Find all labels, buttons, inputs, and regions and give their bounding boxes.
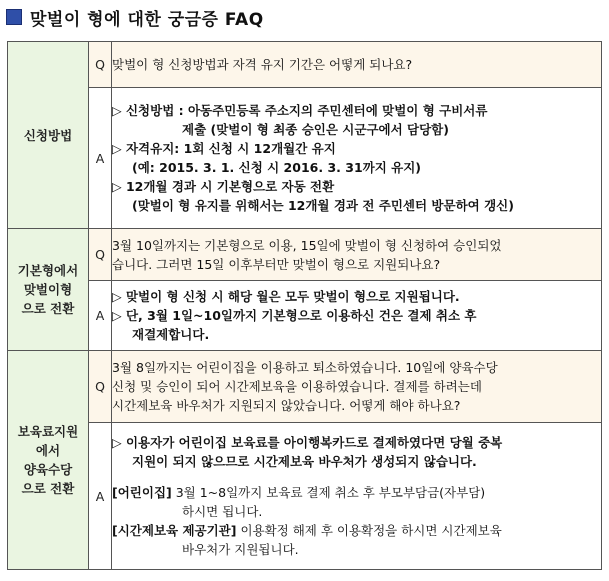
question-line: 신청 및 승인이 되어 시간제보육을 이용하였습니다. 결제를 하려는데 — [112, 379, 482, 394]
answer-line: (맞벌이 형 유지를 위해서는 12개월 경과 전 주민센터 방문하여 갱신) — [132, 198, 514, 213]
category-cell-1 — [8, 42, 89, 229]
answer-line: ▷ 맞벌이 형 신청 시 해당 월은 모두 맞벌이 형으로 지원됩니다. — [112, 289, 460, 304]
title-row — [6, 6, 264, 28]
a-label: A — [89, 423, 112, 570]
question-line: 습니다. 그러면 15일 이후부터만 맞벌이 형으로 지원되나요? — [112, 256, 441, 272]
answer-item-text: 3월 1~8일까지 보육료 결제 취소 후 부모부담금(자부담) — [175, 485, 486, 500]
question-cell-2 — [112, 229, 602, 281]
a-label: A — [89, 88, 112, 229]
faq-row-a1 — [8, 88, 602, 229]
question-line: 시간제보육 바우처가 지원되지 않았습니다. 어떻게 해야 하나요? — [112, 398, 461, 413]
q-label: Q — [89, 351, 112, 423]
answer-item-label: [어린이집] — [112, 485, 172, 500]
category-line: 에서 — [35, 443, 61, 458]
category-line: 맞벌이형 — [23, 282, 73, 297]
answer-item — [112, 483, 601, 502]
faq-row-a3 — [8, 423, 602, 570]
answer-line: (예: 2015. 3. 1. 신청 시 2016. 3. 31까지 유지) — [132, 160, 422, 175]
answer-line: ▷ 단, 3월 1일~10일까지 기본형으로 이용하신 건은 결제 취소 후 — [112, 308, 477, 323]
category-line: 기본형에서 — [17, 263, 79, 278]
faq-row-a2 — [8, 281, 602, 351]
category-line: 으로 전환 — [21, 481, 75, 496]
answer-line: ▷ 신청방법 : 아동주민등록 주소지의 주민센터에 맞벌이 형 구비서류 — [112, 103, 488, 118]
question-cell-3 — [112, 351, 602, 423]
question-line: 맞벌이 형 신청방법과 자격 유지 기간은 어떻게 되나요? — [112, 57, 413, 72]
faq-row-q2 — [8, 229, 602, 281]
question-line: 3월 8일까지는 어린이집을 이용하고 퇴소하였습니다. 10일에 양육수당 — [112, 360, 498, 375]
q-label: Q — [89, 229, 112, 281]
question-cell-1 — [112, 42, 602, 88]
category-cell-2 — [8, 229, 89, 351]
answer-line: 제출 (맞벌이 형 최종 승인은 시군구에서 담당함) — [182, 122, 449, 137]
faq-row-q1 — [8, 42, 602, 88]
a-label: A — [89, 281, 112, 351]
category-cell-3 — [8, 351, 89, 570]
faq-table — [7, 41, 602, 570]
answer-line: 지원이 되지 않으므로 시간제보육 바우처가 생성되지 않습니다. — [132, 454, 477, 469]
category-line: 보육료지원 — [17, 424, 79, 439]
answer-item-cont: 하시면 됩니다. — [182, 504, 263, 519]
question-line: 3월 10일까지는 기본형으로 이용, 15일에 맞벌이 형 신청하여 승인되었 — [112, 237, 502, 253]
answer-cell-2 — [112, 281, 602, 351]
title-bullet-icon — [6, 9, 22, 25]
answer-item-cont: 바우처가 지원됩니다. — [182, 542, 299, 557]
category-line: 양육수당 — [23, 462, 73, 477]
category-line: 으로 전환 — [21, 301, 75, 316]
answer-item-text: 이용확정 해제 후 이용확정을 하시면 시간제보육 — [240, 523, 502, 538]
answer-cell-3 — [112, 423, 602, 570]
page-title: 맞벌이 형에 대한 궁금증 FAQ — [30, 9, 264, 30]
answer-item — [112, 521, 601, 540]
answer-item-label: [시간제보육 제공기관] — [112, 523, 237, 538]
answer-line: 재결제합니다. — [132, 327, 210, 342]
answer-line: ▷ 12개월 경과 시 기본형으로 자동 전환 — [112, 179, 335, 194]
answer-cell-1 — [112, 88, 602, 229]
answer-line: ▷ 자격유지: 1회 신청 시 12개월간 유지 — [112, 141, 336, 156]
answer-line: ▷ 이용자가 어린이집 보육료를 아이행복카드로 결제하였다면 당월 중복 — [112, 435, 503, 450]
faq-row-q3 — [8, 351, 602, 423]
category-line: 신청방법 — [23, 127, 73, 143]
q-label: Q — [89, 42, 112, 88]
